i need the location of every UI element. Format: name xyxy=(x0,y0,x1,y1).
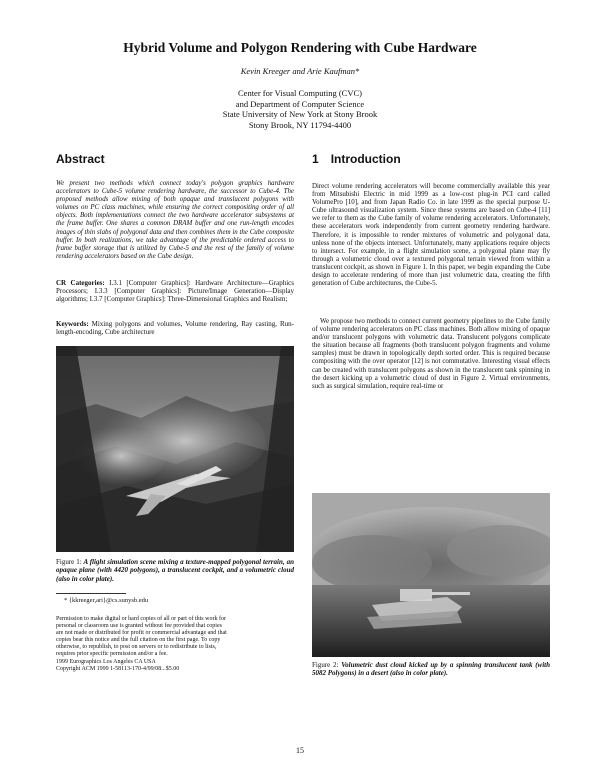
permission-line: Permission to make digital or hard copies of all or part of this work for xyxy=(56,616,226,622)
permission-notice xyxy=(56,616,294,673)
paper-authors: Kevin Kreeger and Arie Kaufman* xyxy=(240,66,360,76)
section-title: Introduction xyxy=(330,152,401,166)
figure-1-caption-text: A flight simulation scene mixing a texture-mapped polygonal terrain, an opaque plane (with 4420 polygons), a translucent cockpit, and a volumetric cloud (also in color plate). xyxy=(56,558,294,583)
permission-line: requires prior specific permission and/or a fee. xyxy=(56,651,168,658)
cr-categories-text: I.3.1 [Computer Graphics]: Hardware Architecture—Graphics Processors; I.3.3 [Computer Graphics]: Picture/Image Generation—Display algorithms; I.3.7 [Computer Graphics]: Three-Dimensional Graphics and Realism; xyxy=(56,279,294,304)
figure-2-tank-dust-image xyxy=(312,493,550,657)
affiliation-line: Center for Visual Computing (CVC) xyxy=(238,88,362,98)
section-number: 1 xyxy=(312,152,319,166)
introduction-heading xyxy=(312,152,401,166)
keywords-label: Keywords: xyxy=(56,320,89,328)
cr-categories xyxy=(56,279,294,303)
figure-1-label: Figure 1: xyxy=(56,558,82,566)
keywords xyxy=(56,320,294,336)
affiliation-line: Stony Brook, NY 11794-4400 xyxy=(248,119,352,130)
page-number: 15 xyxy=(296,746,304,755)
figure-1-flight-simulation-image xyxy=(56,346,294,552)
affiliation-line: State University of New York at Stony Brook xyxy=(222,109,378,119)
figure-2-caption xyxy=(312,661,550,678)
affiliation-block xyxy=(0,88,600,130)
abstract-heading: Abstract xyxy=(56,152,105,166)
author-email-footnote: * {kkreeger,ari}@cs.sunysb.edu xyxy=(64,597,149,604)
paragraph-text: We propose two methods to connect current geometry pipelines to the Cube family of volume rendering accelerators on PC class machines. Both allow mixing of opaque and/or translucent polygons with volumetric data. Translucent polygons complicate the situation because all fragments (both translucent polygon fragments and volume samples) must be drawn in topologically depth sorted order. This is required because compositing with the over operator [12] is not commutative. Interesting visual effects can be created with translucent polygons as shown in the translucent tank spinning in the desert kicking up a volumetric cloud of dust in Figure 2. Virtual environments, such as surgical simulation, require real-time or xyxy=(312,318,550,390)
flight-scene-illustration xyxy=(56,346,294,552)
affiliation-line: and Department of Computer Science xyxy=(235,98,365,109)
paper-title: Hybrid Volume and Polygon Rendering with Cube Hardware xyxy=(123,40,477,55)
permission-line: are not made or distributed for profit or commercial advantage and that xyxy=(56,630,227,637)
footnote-rule xyxy=(56,593,126,594)
permission-line: Copyright ACM 1999 1-58113-170-4/99/08...$5.00 xyxy=(56,665,180,672)
tank-dust-illustration xyxy=(312,493,550,657)
figure-2-label: Figure 2: xyxy=(312,661,339,669)
paragraph-text: Direct volume rendering accelerators will become commercially available this year from Mitsubishi Electric in mid 1999 as a low-cost plug-in PCI card called VolumePro [10], and from Japan Radio Co. in late 1999 as the special purpose U-Cube ultrasound visualization system. Since these systems are based on Cube-4 [11] we refer to them as the Cube family of volume rendering accelerators. Unfortunately, these accelerators work independently from current geometry rendering hardware. Therefore, it is impossible to render mixtures of volumetric and polygonal data, unless none of the objects intersect. Unfortunately, many applications require objects to intersect. For example, in a flight simulation scene, a polygonal plane may fly through a volumetric cloud over a textured polygonal terrain viewed from within a translucent cockpit, as shown in Figure 1. In this paper, we begin expanding the Cube design to accelerate rendering of more than just volumetric data, creating the fifth generation of Cube architectures, the Cube-5. xyxy=(312,183,550,288)
permission-line: 1999 Eurographics Los Angeles CA USA xyxy=(56,658,156,665)
permission-line: personal or classroom use is granted without fee provided that copies xyxy=(56,623,222,630)
introduction-paragraph-1 xyxy=(312,183,550,288)
abstract-text xyxy=(56,180,294,261)
introduction-paragraph-2 xyxy=(312,318,550,391)
figure-2-caption-text: Volumetric dust cloud kicked up by a spinning translucent tank (with 5082 Polygons) in a desert (also in color plate). xyxy=(312,661,550,678)
figure-1-caption xyxy=(56,558,294,583)
permission-line: otherwise, to republish, to post on servers or to redistribute to lists, xyxy=(56,644,217,651)
cr-categories-label: CR Categories: xyxy=(56,279,105,287)
keywords-text: Mixing polygons and volumes, Volume rendering, Ray casting, Run-length-encoding, Cube architecture xyxy=(56,320,295,337)
abstract-paragraph: We present two methods which connect today's polygon graphics hardware accelerators to Cube-5 volume rendering hardware, the successor to Cube-4. The proposed methods allow mixing of both opaque and translucent polygons with volumes on PC class machines, while ensuring the correct compositing order of all objects. Both implementations connect the two hardware accelerator subsystems at the frame buffer. One shares a common DRAM buffer and one run-length encodes images of thin slabs of polygonal data and then combines them in the Cube composite buffer. In both realizations, we take advantage of the predictable ordered access to frame buffer storage that is utilized by Cube-5 and the rest of the family of volume rendering accelerators based on the Cube design. xyxy=(56,180,294,260)
permission-line: copies bear this notice and the full citation on the first page. To copy xyxy=(56,637,221,644)
